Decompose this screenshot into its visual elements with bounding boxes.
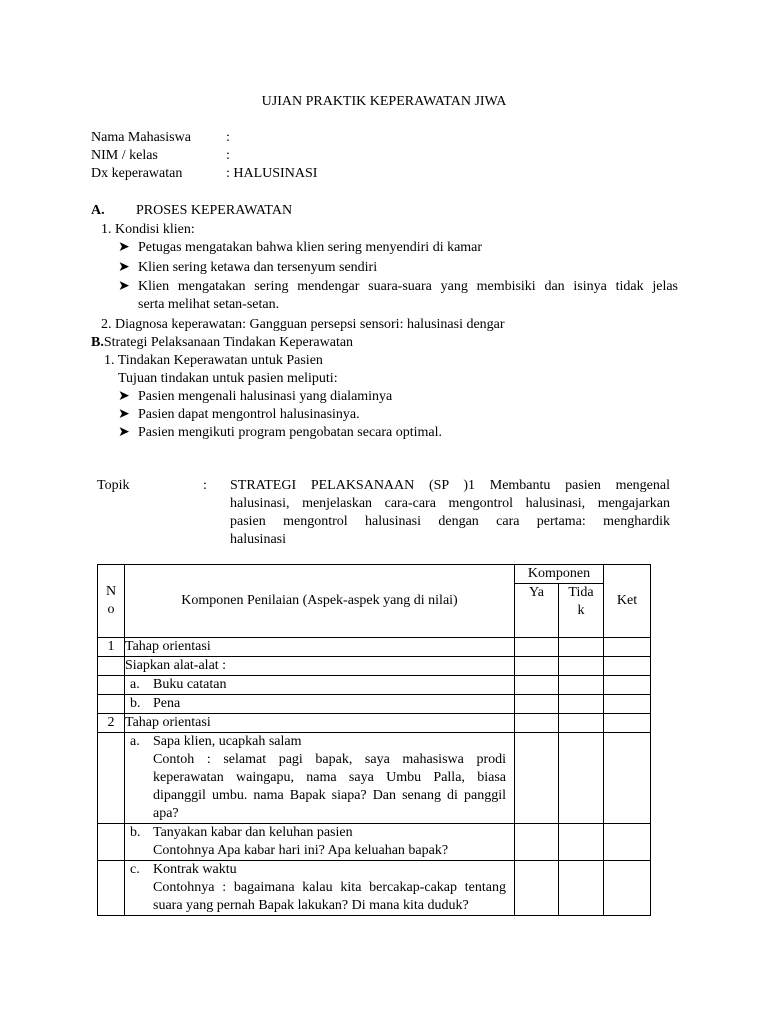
kondisi-item-continuation: serta melihat setan-setan. — [138, 297, 280, 312]
section-b-marker: B. — [91, 335, 104, 350]
header-no: N o — [98, 565, 125, 638]
row-text: Tahap orientasi — [125, 638, 515, 657]
header-aspect: Komponen Penilaian (Aspek-aspek yang di nilai) — [125, 565, 515, 638]
table-row — [98, 861, 651, 916]
header-ket: Ket — [604, 565, 651, 638]
topik-colon: : — [203, 478, 207, 493]
ket-cell[interactable] — [604, 861, 651, 916]
row-number — [98, 861, 125, 916]
tidak-cell[interactable] — [559, 695, 604, 714]
row-text: b. Tanyakan kabar dan keluhan pasien Contohnya Apa kabar hari ini? Apa keluahan bapak? — [125, 824, 515, 861]
tidak-cell[interactable] — [559, 638, 604, 657]
arrow-bullet-icon: ➤ — [118, 279, 130, 294]
info-label-nim: NIM / kelas — [91, 148, 158, 163]
table-row — [98, 657, 651, 676]
arrow-bullet-icon: ➤ — [118, 260, 130, 275]
table-row — [98, 733, 651, 824]
row-text: a. Buku catatan — [125, 676, 515, 695]
tidak-cell[interactable] — [559, 861, 604, 916]
arrow-bullet-icon: ➤ — [118, 389, 130, 404]
topik-line: halusinasi — [230, 532, 286, 547]
ket-cell[interactable] — [604, 638, 651, 657]
tidak-cell[interactable] — [559, 733, 604, 824]
arrow-bullet-icon: ➤ — [118, 240, 130, 255]
tujuan-item — [118, 406, 360, 424]
kondisi-item-text: Klien sering ketawa dan tersenyum sendiri — [138, 260, 378, 275]
document-title: UJIAN PRAKTIK KEPERAWATAN JIWA — [261, 94, 507, 109]
section-a-heading: PROSES KEPERAWATAN — [136, 203, 293, 218]
arrow-bullet-icon: ➤ — [118, 425, 130, 440]
row-number — [98, 676, 125, 695]
tidak-cell[interactable] — [559, 714, 604, 733]
kondisi-item — [118, 259, 377, 277]
ya-cell[interactable] — [515, 714, 559, 733]
section-b-heading: Strategi Pelaksanaan Tindakan Keperawatan — [103, 335, 354, 350]
tidak-cell[interactable] — [559, 676, 604, 695]
row-text: Siapkan alat-alat : — [125, 657, 515, 676]
ket-cell[interactable] — [604, 676, 651, 695]
tujuan-item — [118, 424, 442, 442]
row-number: 2 — [98, 714, 125, 733]
row-number — [98, 695, 125, 714]
tujuan-line: Tujuan tindakan untuk pasien meliputi: — [118, 371, 338, 386]
row-text: c. Kontrak waktu Contohnya : bagaimana kalau kita bercakap-cakap tentang suara yang pernah Bapak lakukan? Di mana kita duduk? — [125, 861, 515, 916]
topik-label: Topik — [97, 478, 130, 493]
table-row — [98, 676, 651, 695]
assessment-table — [97, 564, 651, 916]
tidak-cell[interactable] — [559, 657, 604, 676]
row-text: a. Sapa klien, ucapkah salam Contoh : selamat pagi bapak, saya mahasiswa prodi keperawatan waingapu, nama saya Umbu Palla, biasa dipanggil umbu. nama Bapak siapa? Dan senang di panggil apa? — [125, 733, 515, 824]
ya-cell[interactable] — [515, 657, 559, 676]
tidak-cell[interactable] — [559, 824, 604, 861]
ya-cell[interactable] — [515, 733, 559, 824]
tujuan-item-text: Pasien dapat mengontrol halusinasinya. — [138, 407, 360, 422]
info-label-dx: Dx keperawatan — [91, 166, 183, 181]
table-row — [98, 695, 651, 714]
topik-line: pasien mengontrol halusinasi dengan cara pertama: menghardik — [230, 514, 670, 529]
row-number — [98, 824, 125, 861]
info-value-nama: : — [226, 130, 230, 145]
topik-line: halusinasi, menjelaskan cara-cara mengontrol halusinasi, mengajarkan — [230, 496, 670, 511]
ket-cell[interactable] — [604, 714, 651, 733]
kondisi-item-text: Petugas mengatakan bahwa klien sering menyendiri di kamar — [138, 240, 483, 255]
ket-cell[interactable] — [604, 695, 651, 714]
ya-cell[interactable] — [515, 824, 559, 861]
ket-cell[interactable] — [604, 733, 651, 824]
row-text: b. Pena — [125, 695, 515, 714]
row-number — [98, 733, 125, 824]
tujuan-item-text: Pasien mengenali halusinasi yang dialaminya — [138, 389, 393, 404]
ket-cell[interactable] — [604, 824, 651, 861]
table-row — [98, 638, 651, 657]
row-text: Tahap orientasi — [125, 714, 515, 733]
info-label-nama: Nama Mahasiswa — [91, 130, 191, 145]
header-tidak: Tida k — [559, 584, 604, 638]
table-row — [98, 824, 651, 861]
section-b-header — [91, 334, 353, 352]
header-ya: Ya — [515, 584, 559, 638]
ya-cell[interactable] — [515, 695, 559, 714]
row-number — [98, 657, 125, 676]
tujuan-item — [118, 388, 392, 406]
header-komponen: Komponen — [515, 565, 604, 584]
kondisi-item — [118, 278, 678, 296]
info-value-nim: : — [226, 148, 230, 163]
row-number: 1 — [98, 638, 125, 657]
ket-cell[interactable] — [604, 657, 651, 676]
table-row — [98, 714, 651, 733]
kondisi-label: 1. Kondisi klien: — [101, 222, 195, 237]
topik-line: STRATEGI PELAKSANAAN (SP )1 Membantu pasien mengenal — [230, 478, 670, 493]
tujuan-item-text: Pasien mengikuti program pengobatan secara optimal. — [138, 425, 443, 440]
kondisi-item — [118, 239, 482, 257]
tindakan-line: 1. Tindakan Keperawatan untuk Pasien — [104, 353, 323, 368]
info-value-dx: : HALUSINASI — [226, 166, 318, 181]
section-a-marker: A. — [91, 203, 105, 218]
ya-cell[interactable] — [515, 676, 559, 695]
ya-cell[interactable] — [515, 638, 559, 657]
kondisi-item-text: Klien mengatakan sering mendengar suara-suara yang membisiki dan isinya tidak jelas — [138, 279, 678, 294]
diagnosa-line: 2. Diagnosa keperawatan: Gangguan persepsi sensori: halusinasi dengar — [101, 317, 505, 332]
arrow-bullet-icon: ➤ — [118, 407, 130, 422]
ya-cell[interactable] — [515, 861, 559, 916]
